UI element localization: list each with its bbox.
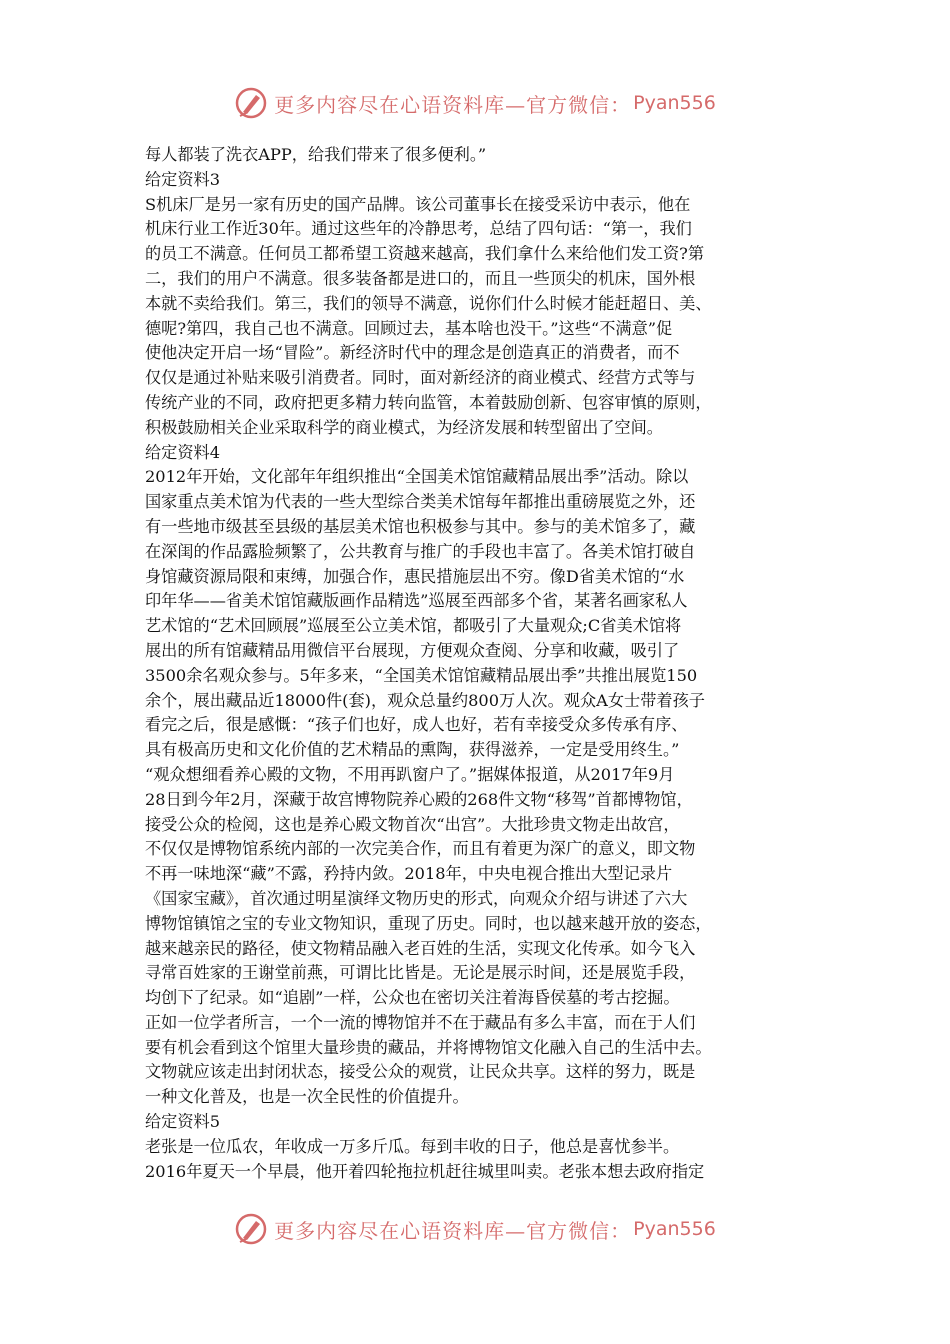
- text-line: 展出的所有馆藏精品用微信平台展现，方便观众查阅、分享和收藏，吸引了: [145, 640, 680, 660]
- text-line: 寻常百姓家的王谢堂前燕，可谓比比皆是。无论是展示时间，还是展览手段，: [145, 963, 696, 983]
- text-line: 有一些地市级甚至县级的基层美术馆也积极参与其中。参与的美术馆多了，藏: [145, 516, 696, 536]
- text-line: 每人都装了洗衣APP，给我们带来了很多便利。”: [145, 145, 487, 164]
- document-body: [145, 143, 813, 1184]
- text-line: 不再一味地深“藏”不露，矜持内敛。2018年，中央电视合推出大型记录片: [145, 864, 673, 884]
- text-line: 本就不卖给我们。第三，我们的领导不满意，说你们什么时候才能赶超日、美、: [145, 293, 712, 313]
- text-line: 仅仅是通过补贴来吸引消费者。同时，面对新经济的商业模式、经营方式等与: [145, 368, 696, 388]
- text-line: 正如一位学者所言，一个一流的博物馆并不在于藏品有多么丰富，而在于人们: [145, 1012, 696, 1032]
- text-line: 要有机会看到这个馆里大量珍贵的藏品，并将博物馆文化融入自己的生活中去。: [145, 1037, 712, 1057]
- text-line: 身馆藏资源局限和束缚，加强合作，惠民措施层出不穷。像D省美术馆的“水: [145, 566, 685, 586]
- text-line: 二，我们的用户不满意。很多装备都是进口的，而且一些顶尖的机床，国外根: [145, 268, 696, 288]
- text-line: 传统产业的不同，政府把更多精力转向监管，本着鼓励创新、包容审慎的原则，: [145, 392, 712, 412]
- text-line: 2016年夏天一个早晨，他开着四轮拖拉机赶往城里叫卖。老张本想去政府指定: [145, 1161, 705, 1181]
- text-line: 德呢?第四，我自己也不满意。回顾过去，基本啥也没干。”这些“不满意”促: [145, 318, 673, 338]
- text-line: 的员工不满意。任何员工都希望工资越来越高，我们拿什么来给他们发工资?第: [145, 244, 705, 264]
- text-line: 接受公众的检阅，这也是养心殿文物首次“出宫”。大批珍贵文物走出故宫，: [145, 814, 680, 834]
- text-line: 3500余名观众参与。5年多来，“全国美术馆馆藏精品展出季”共推出展览150: [145, 665, 698, 685]
- text-line: 博物馆镇馆之宝的专业文物知识，重现了历史。同时，也以越来越开放的姿态，: [145, 913, 712, 933]
- text-line: 均创下了纪录。如“追剧”一样，公众也在密切关注着海昏侯墓的考古挖掘。: [145, 988, 680, 1008]
- text-line: 看完之后，很是感慨：“孩子们也好，成人也好，若有幸接受众多传承有序、: [145, 715, 688, 735]
- text-line: 文物就应该走出封闭状态，接受公众的观赏，让民众共享。这样的努力，既是: [145, 1062, 696, 1082]
- text-line: “观众想细看养心殿的文物，不用再趴窗户了。”据媒体报道，从2017年9月: [145, 764, 675, 784]
- pen-icon: [234, 86, 268, 120]
- footer-banner: [0, 1206, 950, 1252]
- text-line: 在深闺的作品露脸频繁了，公共教育与推广的手段也丰富了。各美术馆打破自: [145, 541, 696, 561]
- text-line: 积极鼓励相关企业采取科学的商业模式，为经济发展和转型留出了空间。: [145, 417, 663, 437]
- text-line: 国家重点美术馆为代表的一些大型综合类美术馆每年都推出重磅展览之外，还: [145, 492, 696, 512]
- text-line: 越来越亲民的路径，使文物精品融入老百姓的生活，实现文化传承。如今飞入: [145, 938, 696, 958]
- header-banner-id: Pyan556: [633, 92, 716, 114]
- text-line: 余个，展出藏品近18000件(套)，观众总量约800万人次。观众A女士带着孩子: [145, 690, 705, 710]
- text-line: 不仅仅是博物馆系统内部的一次完美合作，而且有着更为深广的意义，即文物: [145, 839, 696, 859]
- footer-banner-id: Pyan556: [633, 1218, 716, 1240]
- text-line: S机床厂是另一家有历史的国产品牌。该公司董事长在接受采访中表示，他在: [145, 194, 691, 214]
- footer-banner-text: 更多内容尽在心语资料库—官方微信：: [274, 1218, 632, 1243]
- text-line: 给定资料5: [145, 1112, 221, 1132]
- text-line: 印年华——省美术馆馆藏版画作品精选”巡展至西部多个省，某著名画家私人: [145, 591, 688, 611]
- text-line: 具有极高历史和文化价值的艺术精品的熏陶，获得滋养，一定是受用终生。”: [145, 740, 680, 760]
- text-line: 2012年开始，文化部年年组织推出“全国美术馆馆藏精品展出季”活动。除以: [145, 467, 689, 487]
- text-line: 《国家宝藏》，首次通过明星演绎文物历史的形式，向观众介绍与讲述了六大: [145, 888, 688, 908]
- pen-icon: [234, 1212, 268, 1246]
- text-line: 给定资料3: [145, 169, 221, 189]
- text-line: 使他决定开启一场“冒险”。新经济时代中的理念是创造真正的消费者，而不: [145, 343, 680, 363]
- text-line: 给定资料4: [145, 442, 221, 462]
- text-line: 一种文化普及，也是一次全民性的价值提升。: [145, 1087, 469, 1107]
- text-line: 28日到今年2月，深藏于故宫博物院养心殿的268件文物“移驾”首都博物馆，: [145, 789, 693, 809]
- header-banner-text: 更多内容尽在心语资料库—官方微信：: [274, 92, 632, 117]
- text-line: 老张是一位瓜农，年收成一万多斤瓜。每到丰收的日子，他总是喜忧参半。: [145, 1136, 680, 1156]
- text-line: 艺术馆的“艺术回顾展”巡展至公立美术馆，都吸引了大量观众;C省美术馆将: [145, 616, 682, 636]
- header-banner: [0, 80, 950, 126]
- text-line: 机床行业工作近30年。通过这些年的冷静思考，总结了四句话：“第一，我们: [145, 219, 692, 239]
